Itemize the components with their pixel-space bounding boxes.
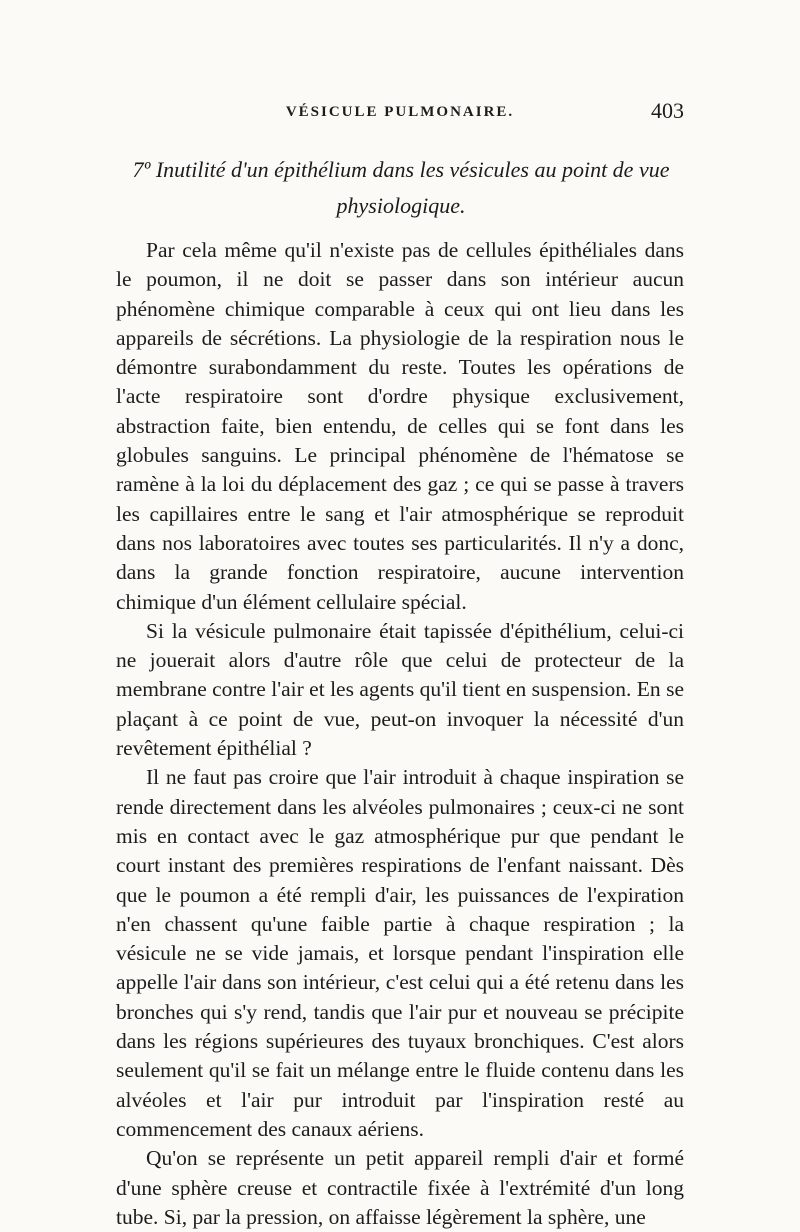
running-title: VÉSICULE PULMONAIRE.	[285, 104, 515, 120]
paragraph: Il ne faut pas croire que l'air introduit à chaque inspiration se rende directement dans les alvéoles pulmonaires ; ceux-ci ne sont mis en contact avec le gaz atmosphérique pur que pendant le court instant des premières respirations de l'enfant naissant. Dès que le poumon a été rempli d'air, les puissances de l'expiration n'en chassent qu'une faible partie à chaque respiration ; la vésicule ne se vide jamais, et lorsque pendant l'inspiration elle appelle l'air dans son intérieur, c'est celui qui a été retenu dans les bronches qui s'y rend, tandis que l'air pur et nouveau se précipite dans les régions supérieures des tuyaux bronchiques. C'est alors seulement qu'il se fait un mélange entre le fluide contenu dans les alvéoles et l'air pur introduit par l'inspiration resté au commencement des canaux aériens.	[116, 765, 684, 1141]
paragraph: Qu'on se représente un petit appareil rempli d'air et formé d'une sphère creuse et contractile fixée à l'extrémité d'un long tube. Si, par la pression, on affaisse légèrement la sphère, une	[116, 1146, 684, 1229]
paragraph: Si la vésicule pulmonaire était tapissée d'épithélium, celui-ci ne jouerait alors d'autre rôle que celui de protecteur de la membrane contre l'air et les agents qu'il tient en suspension. En se plaçant à ce point de vue, peut-on invoquer la nécessité d'un revêtement épithélial ?	[116, 618, 684, 761]
section-heading: 7º Inutilité d'un épithélium dans les vésicules au point de vue physiologique.	[132, 157, 670, 218]
paragraph: Par cela même qu'il n'existe pas de cellules épithéliales dans le poumon, il ne doit se passer dans son intérieur aucun phénomène chimique comparable à ceux qui ont lieu dans les appareils de sécrétions. La physiologie de la respiration nous le démontre surabondamment du reste. Toutes les opérations de l'acte respiratoire sont d'ordre physique exclusivement, abstraction faite, bien entendu, de celles qui se font dans les globules sanguins. Le principal phénomène de l'hématose se ramène à la loi du déplacement des gaz ; ce qui se passe à travers les capillaires entre le sang et l'air atmosphérique se reproduit dans nos laboratoires avec toutes ses particularités. Il n'y a donc, dans la grande fonction respiratoire, aucune intervention chimique d'un élément cellulaire spécial.	[116, 238, 684, 614]
page-number: 403	[651, 98, 684, 123]
body-text	[116, 236, 684, 1232]
running-head	[116, 98, 684, 128]
